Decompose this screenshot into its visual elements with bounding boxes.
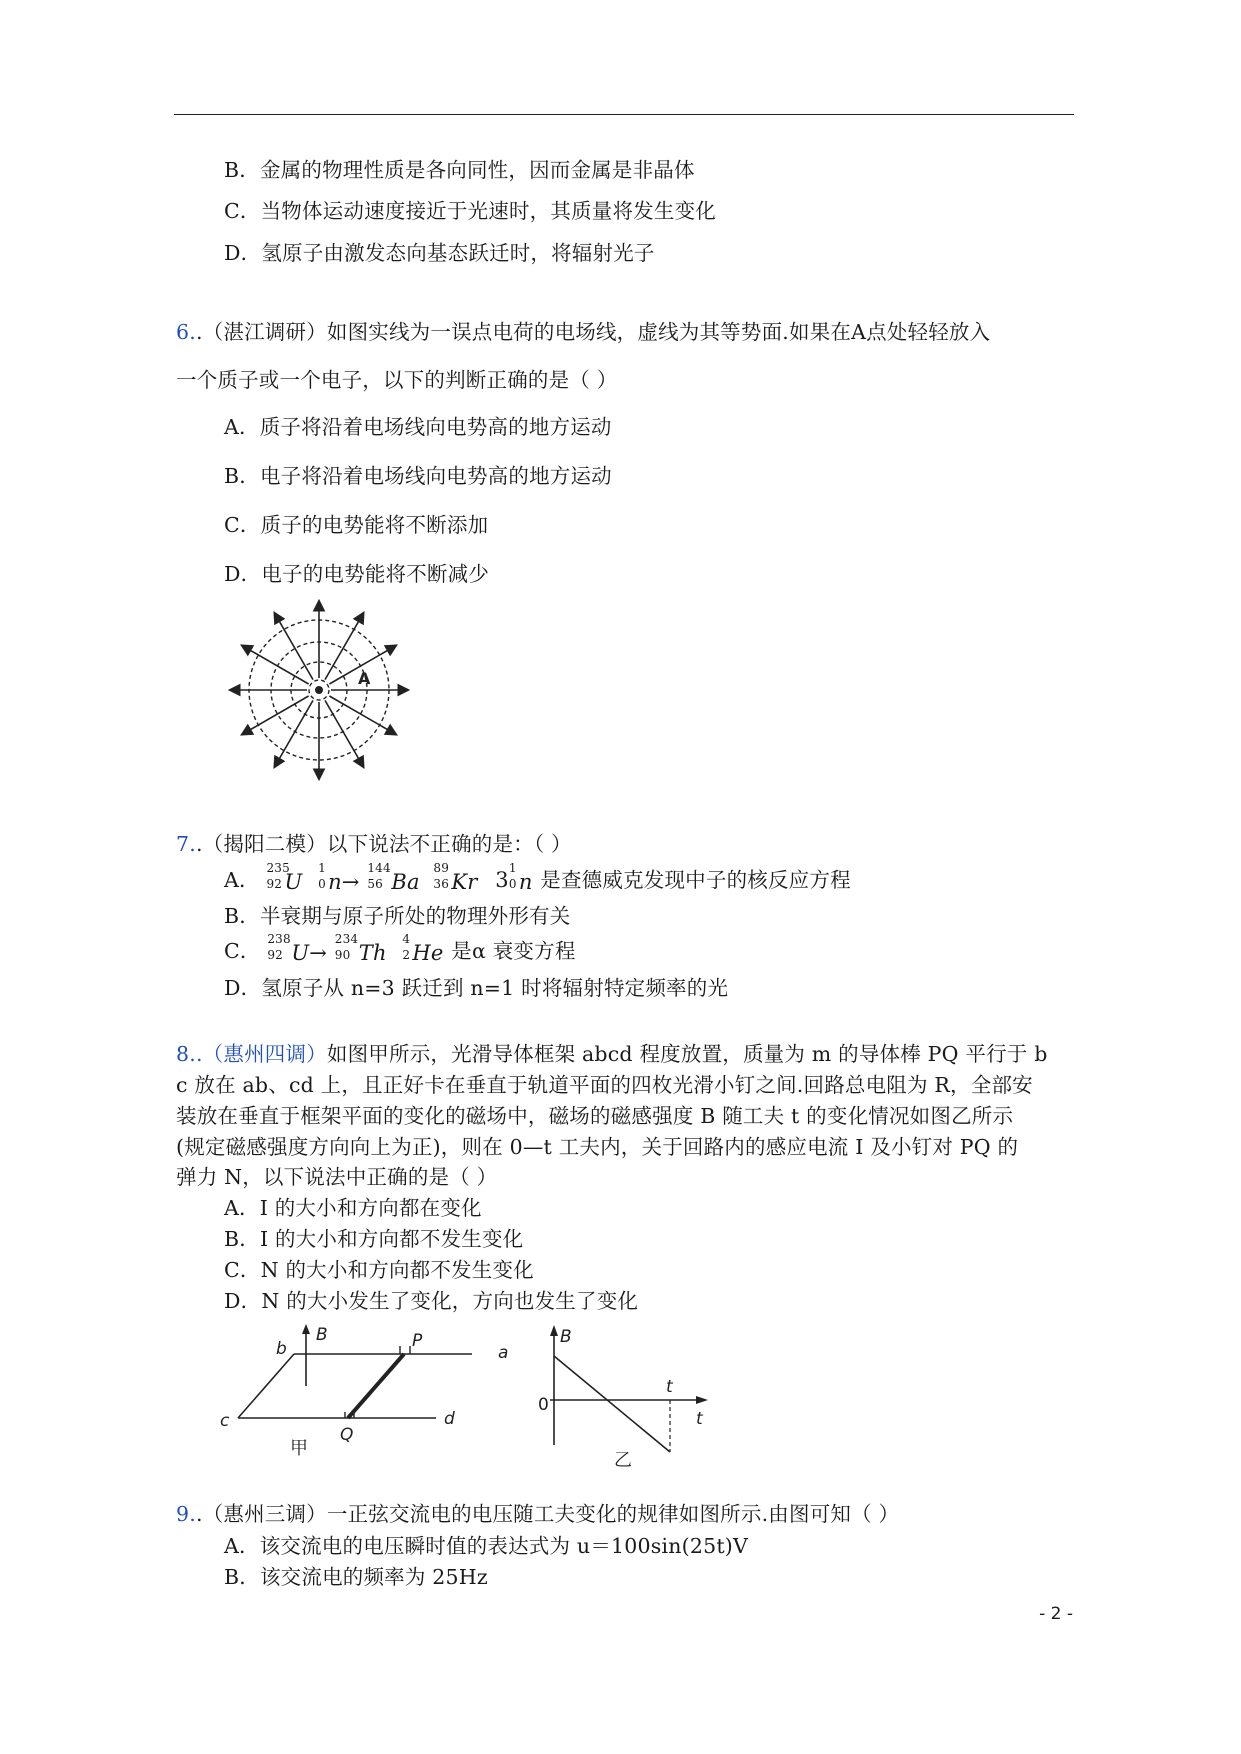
field-line: [275, 614, 313, 680]
q6-stem-text: .（湛江调研）如图实线为一误点电荷的电场线，虚线为其等势面.如果在A点处轻轻放入: [195, 320, 991, 344]
nuclide-symbol: n→: [328, 869, 360, 894]
nuclide-charge: 0: [508, 876, 517, 891]
label-c: c: [220, 1411, 230, 1431]
q9-number: 9.: [176, 1502, 196, 1526]
q5-option-b: B．金属的物理性质是各向同性，因而金属是非晶体: [224, 158, 695, 182]
nuclide-mass: 1: [318, 860, 326, 875]
field-line: [275, 700, 313, 766]
nuclide-mass: 238: [267, 931, 291, 946]
conductor-rod-pq: [348, 1354, 404, 1418]
field-line: [243, 696, 309, 734]
q6-option-a: A．质子将沿着电场线向电势高的地方运动: [224, 415, 612, 439]
nuclide-mass: 1: [508, 860, 517, 875]
nuclide-symbol: Kr: [451, 869, 478, 894]
nuclide-charge: 92: [267, 947, 283, 962]
field-line: [243, 646, 309, 684]
point-a-label: A: [358, 669, 371, 688]
q7-number: 7.: [176, 832, 196, 856]
nuclide-symbol: n: [518, 869, 533, 894]
q7-option-d: D．氢原子从 n=3 跃迁到 n=1 时将辐射特定频率的光: [224, 976, 729, 1000]
q9-stem: [176, 1500, 899, 1528]
q8-stem-line5: 弹力 N，以下说法中正确的是（ ）: [176, 1165, 498, 1189]
q8-option-c: C．N 的大小和方向都不发生变化: [224, 1258, 534, 1282]
nuclide-symbol: Ba: [391, 869, 420, 894]
nuclide-charge: 56: [367, 876, 383, 891]
nuclide-mass: 144: [367, 860, 391, 875]
nuclide-mass: 234: [334, 931, 359, 946]
q5-option-c: C．当物体运动速度接近于光速时，其质量将发生变化: [224, 199, 716, 223]
q7-option-c: [224, 931, 576, 969]
nuclide-u238: [267, 931, 328, 967]
nuclide-symbol: Th: [358, 940, 387, 965]
nuclide-mass: 4: [402, 931, 411, 946]
nuclide-symbol: U→: [291, 940, 328, 965]
label-P: P: [412, 1331, 423, 1351]
nuclide-u235: [266, 860, 303, 896]
q7-option-a-prefix: A．: [224, 868, 260, 892]
nuclide-mass: 235: [266, 860, 290, 875]
label-t-axis: t: [696, 1409, 703, 1429]
page-number: - 2 -: [1039, 1604, 1073, 1624]
q6-field-diagram: [222, 598, 412, 778]
q8-stem-line3: 装放在垂直于框架平面的变化的磁场中，磁场的磁感强度 B 随工夫 t 的变化情况如图乙所示: [176, 1104, 1014, 1128]
field-line: [329, 696, 395, 734]
q8-option-d: D．N 的大小发生了变化，方向也发生了变化: [224, 1289, 639, 1313]
q7-option-c-text: 是α 衰变方程: [451, 939, 576, 963]
q7-stem: [176, 830, 572, 858]
q7-option-a-text: 是查德威克发现中子的核反应方程: [540, 868, 851, 892]
nuclide-neutron: [318, 860, 360, 896]
nuclide-ba144: [367, 860, 420, 896]
header-rule: [174, 114, 1074, 115]
nuclide-charge: 36: [433, 876, 450, 891]
nuclide-he4: [402, 931, 444, 967]
caption-jia: 甲: [290, 1438, 308, 1459]
q5-option-d: D．氢原子由激发态向基态跃迁时，将辐射光子: [224, 241, 655, 265]
q8-figure-yi: [524, 1320, 724, 1470]
nuclide-kr89: [433, 860, 478, 896]
q7-stem-text: .（揭阳二模）以下说法不正确的是：（ ）: [195, 832, 572, 856]
label-t-top: t: [666, 1377, 673, 1397]
point-charge: [315, 686, 323, 694]
q6-stem-line1: [176, 318, 990, 346]
q7-option-c-prefix: C．: [224, 939, 261, 963]
q8-stem-line4: (规定磁感强度方向向上为正)，则在 0—t 工夫内，关于回路内的感应电流 I 及小钉对 PQ 的: [176, 1135, 1019, 1159]
q9-option-a: A．该交流电的电压瞬时值的表达式为 u＝100sin(25t)V: [224, 1534, 748, 1558]
origin-label: 0: [538, 1395, 549, 1415]
q8-stem-line2: c 放在 ab、cd 上，且正好卡在垂直于轨道平面的四枚光滑小钉之间.回路总电阻为 R，全部安: [176, 1073, 1033, 1097]
q9-option-b: B．该交流电的频率为 25Hz: [224, 1565, 488, 1589]
q6-number: 6.: [176, 320, 196, 344]
nuclide-symbol: U: [284, 869, 303, 894]
nuclide-th234: [334, 931, 387, 967]
q8-stem-text: 如图甲所示，光滑导体框架 abcd 程度放置，质量为 m 的导体棒 PQ 平行于 b: [326, 1042, 1048, 1066]
q6-option-c: C．质子的电势能将不断添加: [224, 513, 489, 537]
nuclide-charge: 2: [402, 947, 411, 962]
q7-option-b: B．半衰期与原子所处的物理外形有关: [224, 904, 571, 928]
q8-option-b: B．I 的大小和方向都不发生变化: [224, 1227, 524, 1251]
b-t-line: [554, 1356, 670, 1452]
nuclide-symbol: He: [412, 940, 444, 965]
nuclide-neutron-product: [508, 860, 533, 896]
label-B: B: [560, 1327, 572, 1347]
q9-stem-text: .（惠州三调）一正弦交流电的电压随工夫变化的规律如图所示.由图可知（ ）: [195, 1502, 900, 1526]
q8-option-a: A．I 的大小和方向都在变化: [224, 1196, 482, 1220]
nuclide-charge: 90: [334, 947, 351, 962]
q7-option-a: [224, 860, 851, 898]
label-d: d: [444, 1409, 455, 1429]
q8-number: 8.: [176, 1042, 196, 1066]
label-B: B: [316, 1325, 328, 1345]
neutron-coefficient: 3: [495, 868, 509, 892]
label-Q: Q: [340, 1425, 354, 1445]
q8-source: .（惠州四调）: [195, 1042, 327, 1066]
nuclide-charge: 92: [266, 876, 283, 891]
field-line: [325, 700, 363, 766]
q6-stem-line2: 一个质子或一个电子，以下的判断正确的是（ ）: [176, 368, 618, 392]
caption-yi: 乙: [614, 1450, 632, 1471]
q8-figure-jia: [216, 1320, 509, 1460]
label-a: a: [498, 1343, 509, 1363]
q6-option-d: D．电子的电势能将不断减少: [224, 562, 490, 586]
q8-stem-line1: [176, 1040, 1048, 1068]
q6-option-b: B．电子将沿着电场线向电势高的地方运动: [224, 464, 612, 488]
label-b: b: [276, 1339, 287, 1359]
nuclide-charge: 0: [318, 876, 326, 891]
nuclide-mass: 89: [433, 860, 450, 875]
